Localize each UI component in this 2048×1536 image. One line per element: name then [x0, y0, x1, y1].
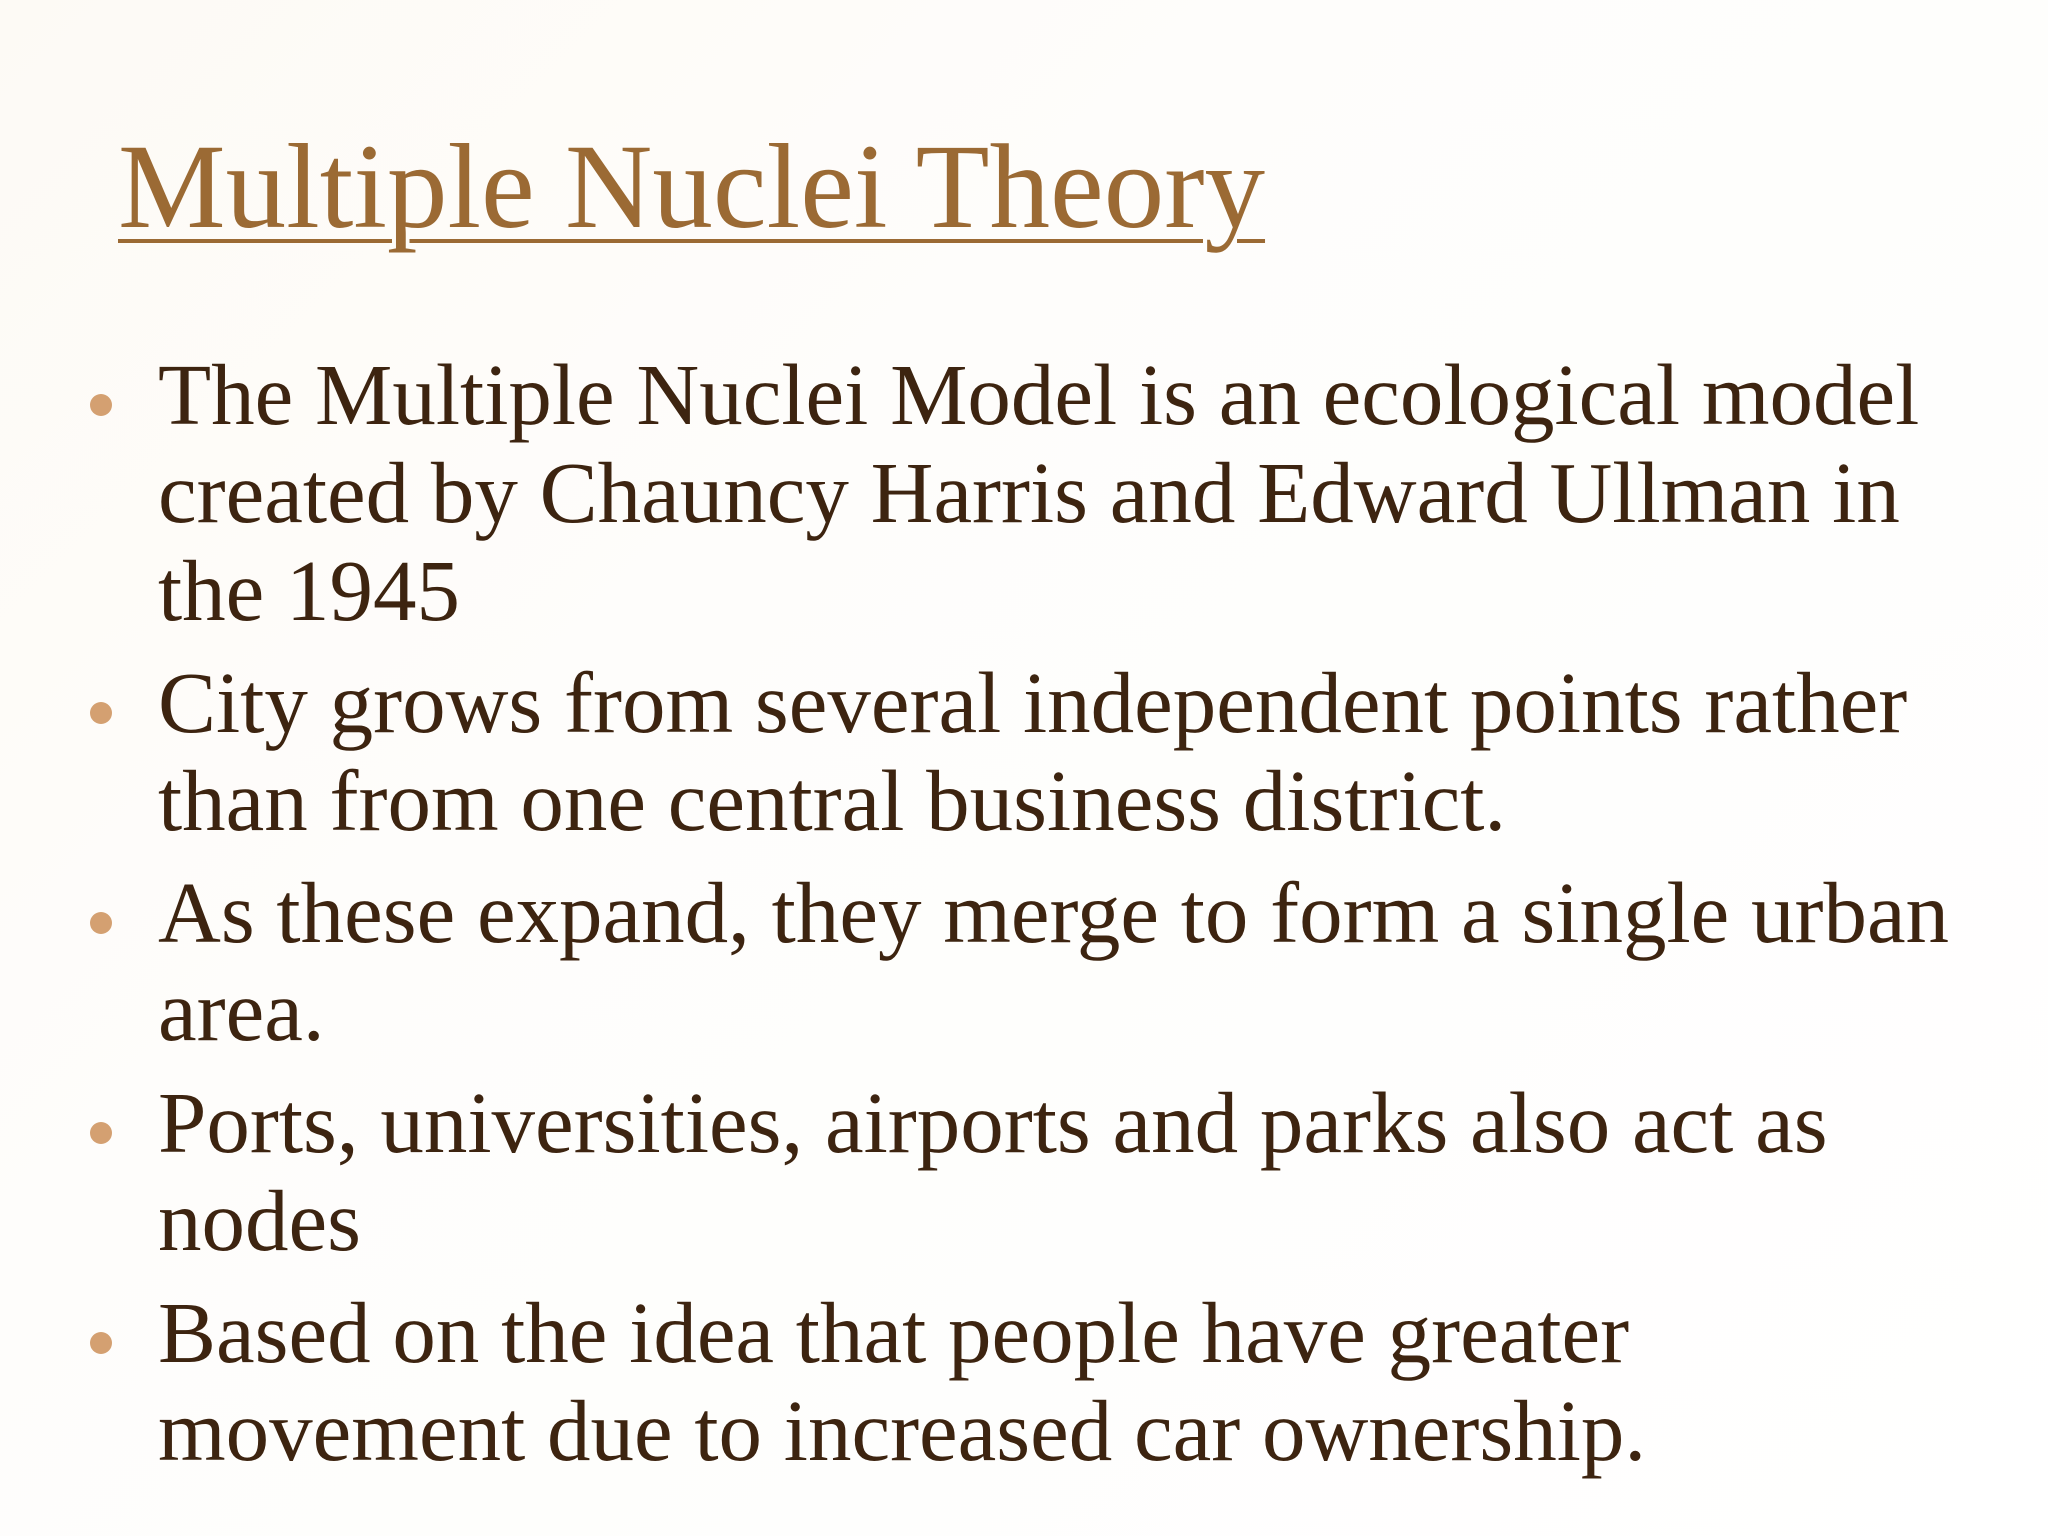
bullet-dot-icon — [90, 1122, 112, 1144]
bullet-item — [84, 1284, 2014, 1480]
bullet-text: As these expand, they merge to form a single urban area. — [158, 864, 1950, 1059]
bullet-list — [84, 346, 2014, 1494]
bullet-dot-icon — [90, 702, 112, 724]
bullet-item — [84, 1074, 2014, 1270]
bullet-dot-icon — [90, 394, 112, 416]
bullet-dot-icon — [90, 912, 112, 934]
bullet-text: The Multiple Nuclei Model is an ecological model created by Chauncy Harris and Edward Ullman in the 1945 — [158, 346, 1920, 639]
bullet-text: City grows from several independent points rather than from one central business district. — [158, 654, 1908, 849]
bullet-item — [84, 654, 2014, 850]
bullet-text: Based on the idea that people have greater movement due to increased car ownership. — [158, 1284, 1647, 1479]
bullet-dot-icon — [90, 1332, 112, 1354]
bullet-item — [84, 346, 2014, 640]
bullet-text: Ports, universities, airports and parks also act as nodes — [158, 1074, 1828, 1269]
slide-title: Multiple Nuclei Theory — [118, 120, 1266, 254]
bullet-item — [84, 864, 2014, 1060]
